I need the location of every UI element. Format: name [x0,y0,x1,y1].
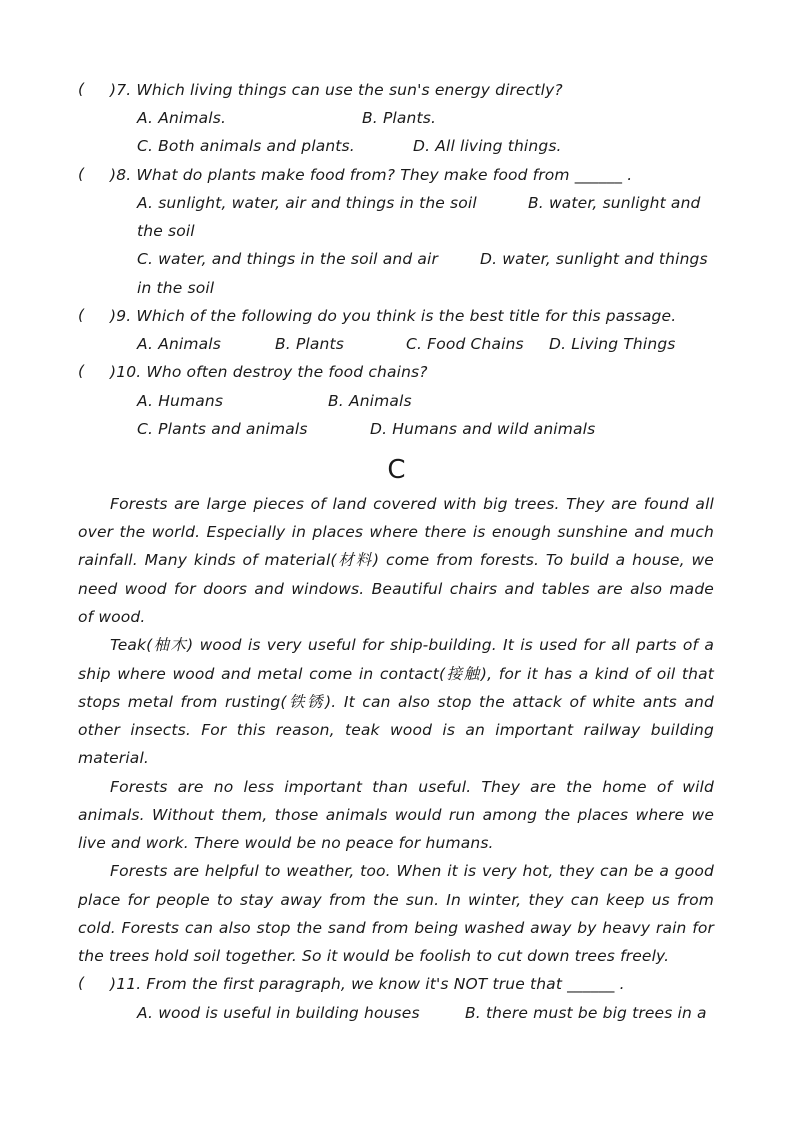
q10-option-a: A. Humans [137,392,224,410]
q11-option-a: A. wood is useful in building houses [137,1004,420,1022]
paragraph-4-line-4: the trees hold soil together. So it would be foolish to cut down trees freely. [78,947,670,965]
q7-option-c: C. Both animals and plants. [137,137,355,155]
q10-option-d: D. Humans and wild animals [370,420,596,438]
paragraph-1-line-3: rainfall. Many kinds of material(材料) come from forests. To build a house, we [78,551,714,569]
q8-option-a: A. sunlight, water, air and things in the soil [137,194,477,212]
paragraph-2-line-1: Teak(柚木) wood is very useful for ship-building. It is used for all parts of a [110,636,714,654]
paragraph-1-line-5: of wood. [78,608,146,626]
answer-bracket-q8[interactable]: ( [78,165,85,183]
paragraph-2-line-5: material. [78,749,149,767]
answer-bracket-q11[interactable]: ( [78,974,85,992]
q8-option-d-cont: in the soil [137,279,215,297]
q7-option-b: B. Plants. [362,109,437,127]
q10-option-b: B. Animals [328,392,412,410]
q9-option-c: C. Food Chains [406,335,524,353]
q8-option-b-cont: the soil [137,222,195,240]
paragraph-2-line-3: stops metal from rusting(铁锈). It can also stop the attack of white ants and [78,693,714,711]
q8-option-b: B. water, sunlight and [528,194,701,212]
q11-option-b: B. there must be big trees in a [465,1004,707,1022]
section-heading-c: C [387,455,406,485]
answer-bracket-q7[interactable]: ( [78,80,85,98]
paragraph-4-line-3: cold. Forests can also stop the sand from being washed away by heavy rain for [78,919,714,937]
paragraph-3-line-3: live and work. There would be no peace for humans. [78,834,494,852]
paragraph-3-line-1: Forests are no less important than useful. They are the home of wild [110,778,714,796]
q7-option-a: A. Animals. [137,109,227,127]
paragraph-4-line-1: Forests are helpful to weather, too. When it is very hot, they can be a good [110,862,714,880]
question-10: )10. Who often destroy the food chains? [110,363,428,381]
paragraph-2-line-4: other insects. For this reason, teak wood is an important railway building [78,721,714,739]
paragraph-1-line-2: over the world. Especially in places where there is enough sunshine and much [78,523,714,541]
question-11: )11. From the first paragraph, we know it's NOT true that ______ . [110,975,625,993]
answer-bracket-q9[interactable]: ( [78,306,85,324]
paragraph-4-line-2: place for people to stay away from the sun. In winter, they can keep us from [78,891,714,909]
q8-option-d: D. water, sunlight and things [480,250,708,268]
q9-option-b: B. Plants [275,335,344,353]
q7-option-d: D. All living things. [413,137,562,155]
question-9: )9. Which of the following do you think is the best title for this passage. [110,307,677,325]
question-7: )7. Which living things can use the sun's energy directly? [110,81,563,99]
paragraph-3-line-2: animals. Without them, those animals would run among the places where we [78,806,714,824]
paragraph-2-line-2: ship where wood and metal come in contact(接触), for it has a kind of oil that [78,665,714,683]
question-8: )8. What do plants make food from? They make food from ______ . [110,166,633,184]
paragraph-1-line-4: need wood for doors and windows. Beautiful chairs and tables are also made [78,580,714,598]
q8-option-c: C. water, and things in the soil and air [137,250,439,268]
paragraph-1-line-1: Forests are large pieces of land covered with big trees. They are found all [110,495,714,513]
answer-bracket-q10[interactable]: ( [78,362,85,380]
q10-option-c: C. Plants and animals [137,420,308,438]
q9-option-d: D. Living Things [549,335,676,353]
q9-option-a: A. Animals [137,335,221,353]
